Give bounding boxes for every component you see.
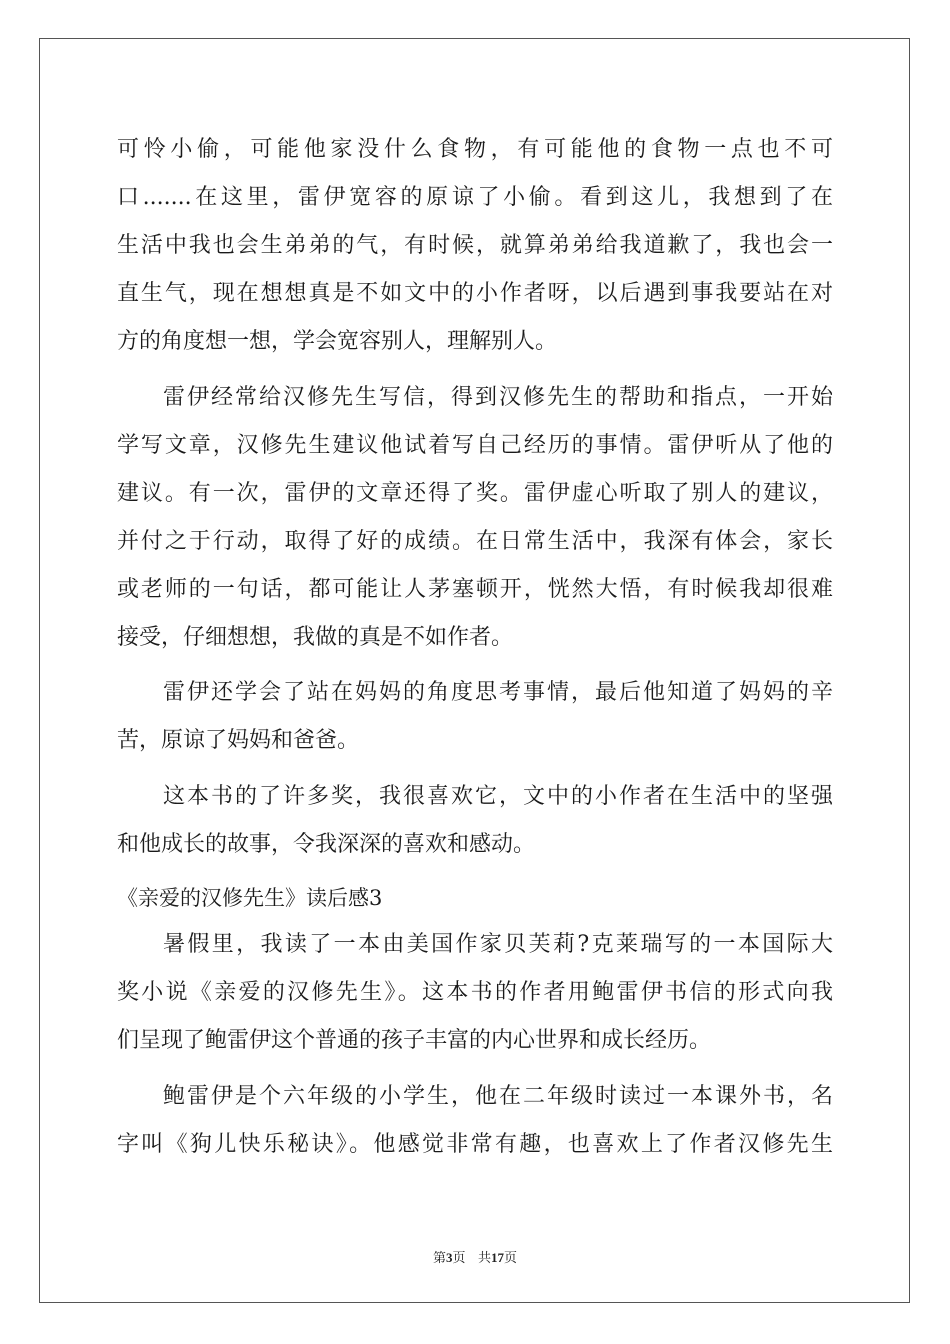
text-line: 生活中我也会生弟弟的气，有时候，就算弟弟给我道歉了，我也会一 xyxy=(117,233,833,258)
page-mid: 页 共 xyxy=(452,1251,491,1266)
paragraph-first-line: 鲍雷伊是个六年级的小学生，他在二年级时读过一本课外书，名 xyxy=(163,1084,833,1109)
text-line: 口.......在这里，雷伊宽容的原谅了小偷。看到这儿，我想到了在 xyxy=(117,185,833,210)
text-line: 直生气，现在想想真是不如文中的小作者呀，以后遇到事我要站在对 xyxy=(117,281,833,306)
text-line: 们呈现了鲍雷伊这个普通的孩子丰富的内心世界和成长经历。 xyxy=(117,1028,712,1053)
page-total: 17 xyxy=(490,1250,504,1265)
text-line: 苦，原谅了妈妈和爸爸。 xyxy=(117,728,360,753)
paragraph-first-line: 暑假里，我读了一本由美国作家贝芙莉?克莱瑞写的一本国际大 xyxy=(163,932,833,957)
text-line: 方的角度想一想，学会宽容别人，理解别人。 xyxy=(117,329,558,354)
text-line: 或老师的一句话，都可能让人茅塞顿开，恍然大悟，有时候我却很难 xyxy=(117,577,833,602)
text-line: 并付之于行动，取得了好的成绩。在日常生活中，我深有体会，家长 xyxy=(117,529,833,554)
text-line: 接受，仔细想想，我做的真是不如作者。 xyxy=(117,625,514,650)
text-line: 奖小说《亲爱的汉修先生》。这本书的作者用鲍雷伊书信的形式向我 xyxy=(117,980,833,1005)
page-footer xyxy=(0,1247,950,1266)
text-line: 建议。有一次，雷伊的文章还得了奖。雷伊虚心听取了别人的建议， xyxy=(117,481,833,506)
page-number: 3 xyxy=(446,1250,453,1265)
text-line: 学写文章，汉修先生建议他试着写自己经历的事情。雷伊听从了他的 xyxy=(117,433,833,458)
page-prefix: 第 xyxy=(433,1251,447,1266)
text-line: 和他成长的故事，令我深深的喜欢和感动。 xyxy=(117,832,536,857)
page-suffix: 页 xyxy=(503,1251,517,1266)
text-line: 可怜小偷，可能他家没什么食物，有可能他的食物一点也不可 xyxy=(117,137,833,162)
section-heading: 《亲爱的汉修先生》读后感3 xyxy=(117,886,383,910)
paragraph-first-line: 这本书的了许多奖，我很喜欢它，文中的小作者在生活中的坚强 xyxy=(163,784,833,809)
paragraph-first-line: 雷伊还学会了站在妈妈的角度思考事情，最后他知道了妈妈的辛 xyxy=(163,680,833,705)
text-line: 字叫《狗儿快乐秘诀》。他感觉非常有趣，也喜欢上了作者汉修先生 xyxy=(117,1132,833,1157)
paragraph-first-line: 雷伊经常给汉修先生写信，得到汉修先生的帮助和指点，一开始 xyxy=(163,385,833,410)
